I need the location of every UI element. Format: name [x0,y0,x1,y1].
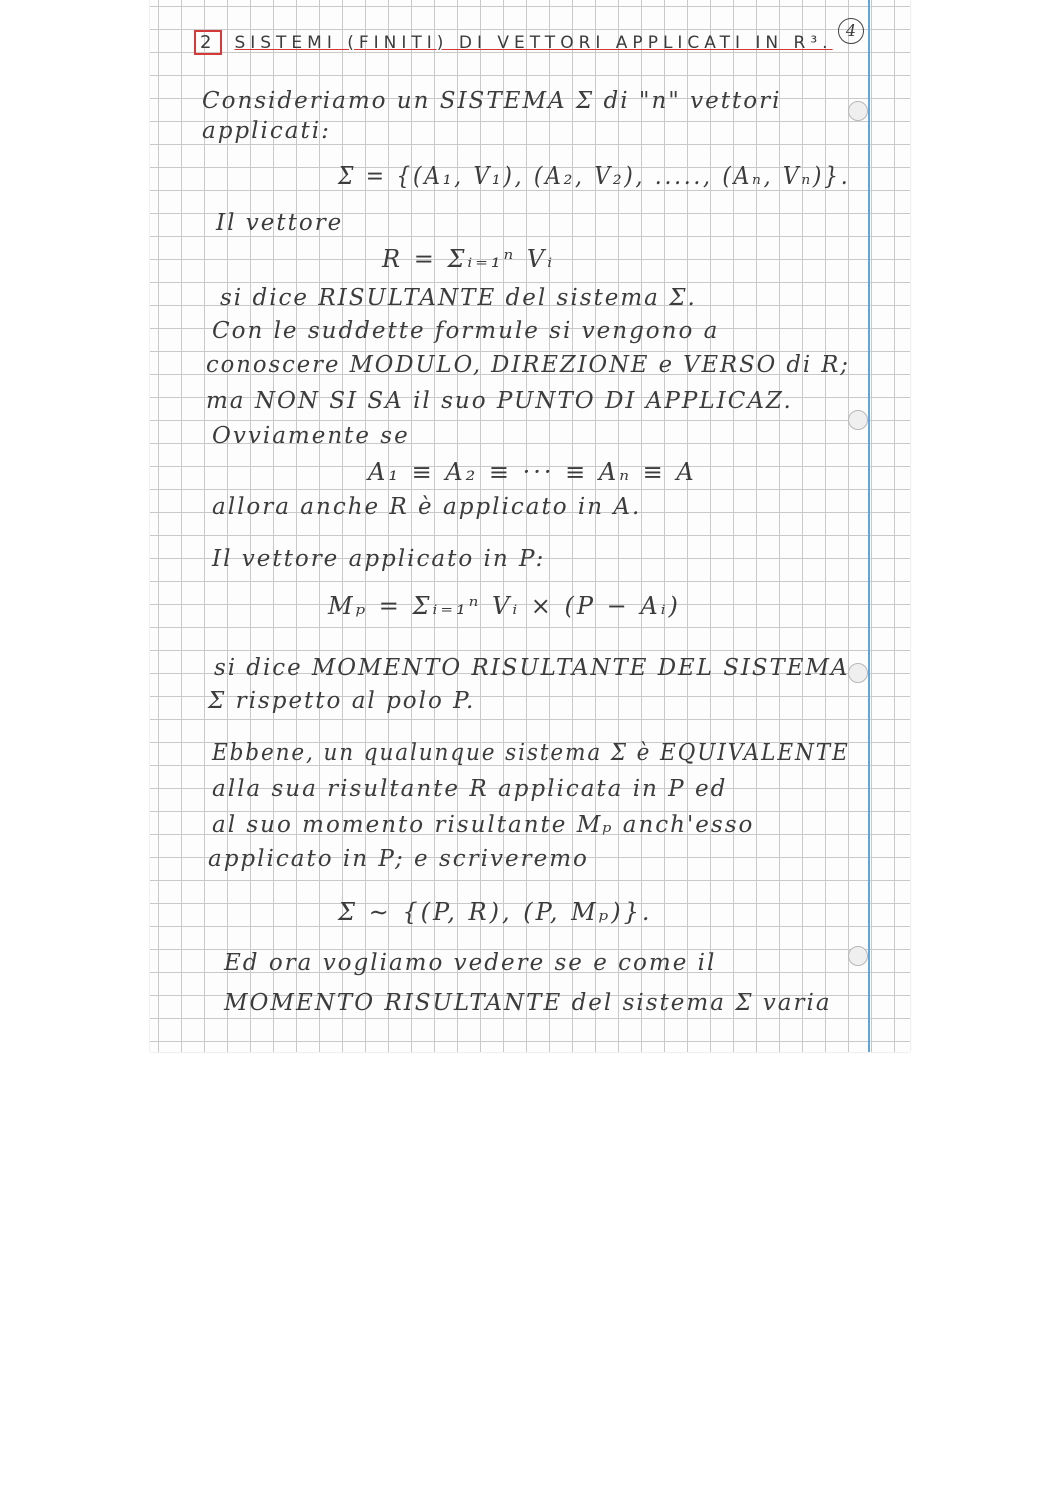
formula-line: R = Σᵢ₌₁ⁿ Vᵢ [382,245,556,273]
margin-line [868,0,870,1052]
section-title: SISTEMI (FINITI) DI VETTORI APPLICATI IN R³. [234,33,833,53]
formula-line: A₁ ≡ A₂ ≡ ··· ≡ Aₙ ≡ A [368,458,697,486]
formula-line: Mₚ = Σᵢ₌₁ⁿ Vᵢ × (P − Aᵢ) [328,592,681,620]
text-line: alla sua risultante R applicata in P ed [212,776,728,802]
text-line: si dice MOMENTO RISULTANTE DEL SISTEMA [214,655,850,681]
section-heading [194,30,833,55]
formula-line: Σ ∼ {(P, R), (P, Mₚ)}. [338,898,653,926]
notebook-page [150,0,910,1052]
text-line: Ed ora vogliamo vedere se e come il [224,950,717,976]
binder-hole [848,663,868,683]
text-line: Il vettore [216,210,344,236]
text-line: al suo momento risultante Mₚ anch'esso [212,812,755,838]
text-line: applicato in P; e scriveremo [208,846,589,872]
text-line: Σ rispetto al polo P. [208,688,476,714]
text-line: si dice RISULTANTE del sistema Σ. [220,285,697,311]
binder-hole [848,946,868,966]
text-line: ma NON SI SA il suo PUNTO DI APPLICAZ. [206,388,793,414]
binder-hole [848,101,868,121]
text-line: Ovviamente se [212,423,410,449]
text-line: Con le suddette formule si vengono a [212,318,720,344]
page-number: 4 [838,18,864,44]
text-line: applicati: [202,118,331,144]
text-line: Il vettore applicato in P: [212,546,546,572]
section-number: 2 [194,30,222,55]
text-line: allora anche R è applicato in A. [212,494,642,520]
formula-line: Σ = {(A₁, V₁), (A₂, V₂), ....., (Aₙ, Vₙ)}. [338,162,851,190]
text-line: Ebbene, un qualunque sistema Σ è EQUIVALENTE [212,740,850,766]
text-line: conoscere MODULO, DIREZIONE e VERSO di R; [206,352,850,378]
text-line: MOMENTO RISULTANTE del sistema Σ varia [224,990,832,1016]
binder-hole [848,410,868,430]
text-line: Consideriamo un SISTEMA Σ di "n" vettori [202,88,782,114]
